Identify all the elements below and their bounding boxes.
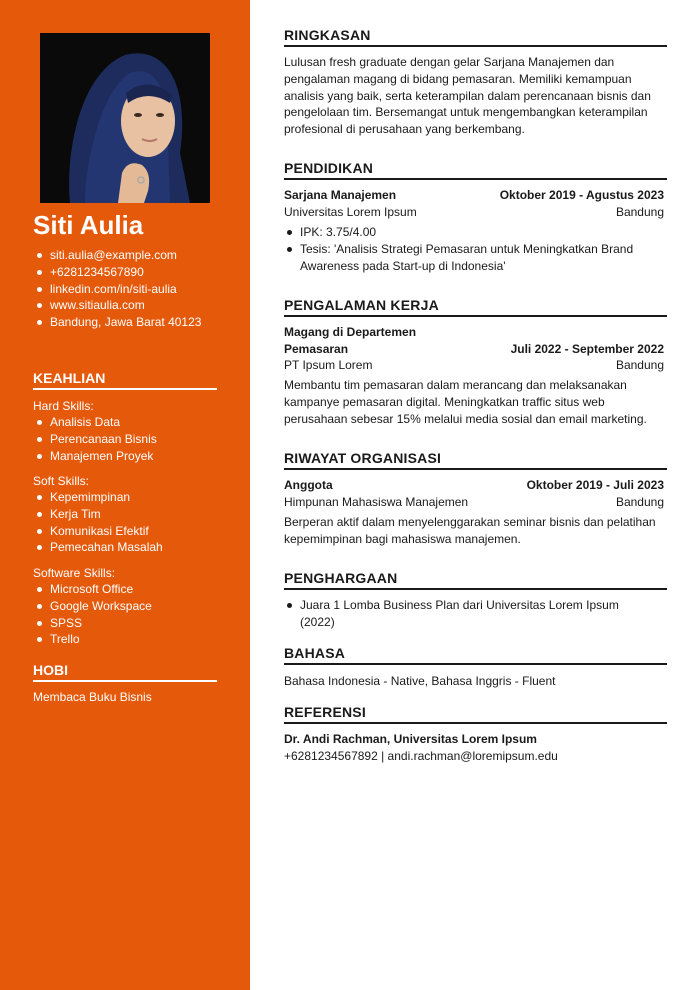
contact-website[interactable]: www.sitiaulia.com (33, 297, 223, 314)
list-item: Manajemen Proyek (33, 448, 223, 465)
list-item: Perencanaan Bisnis (33, 431, 223, 448)
summary-text: Lulusan fresh graduate dengan gelar Sarjana Manajemen dan pengalaman magang di bidang pemasaran. Memiliki kemampuan analisis yang baik, serta keterampilan dalam perencanaan bisnis dan pengelolaan tim. Bersemangat untuk mengembangkan keterampilan profesional di perusahaan yang berkembang. (284, 55, 651, 137)
education-points (284, 224, 659, 274)
software-skills-label: Software Skills: (33, 566, 116, 580)
organization-title-row (284, 477, 664, 494)
contact-address: Bandung, Jawa Barat 40123 (33, 314, 223, 331)
skills-heading: KEAHLIAN (33, 370, 217, 390)
list-item: Juara 1 Lomba Business Plan dari Universitas Lorem Ipsum (2022) (284, 597, 624, 631)
list-item: Google Workspace (33, 598, 223, 615)
education-school: Universitas Lorem Ipsum (284, 205, 417, 219)
experience-role-row-1 (284, 324, 664, 341)
education-period: Oktober 2019 - Agustus 2023 (499, 188, 664, 202)
list-item: Kepemimpinan (33, 489, 223, 506)
organization-period: Oktober 2019 - Juli 2023 (526, 478, 664, 492)
contact-email[interactable]: siti.aulia@example.com (33, 247, 223, 264)
list-item: Kerja Tim (33, 506, 223, 523)
education-school-row (284, 204, 664, 221)
list-item: SPSS (33, 615, 223, 632)
list-item: Analisis Data (33, 414, 223, 431)
hobby-text: Membaca Buku Bisnis (33, 690, 152, 704)
education-heading: PENDIDIKAN (284, 160, 667, 180)
experience-heading: PENGALAMAN KERJA (284, 297, 667, 317)
hard-skills-list (33, 414, 223, 464)
contact-phone[interactable]: +6281234567890 (33, 264, 223, 281)
organization-name-row (284, 494, 664, 511)
experience-role-line1: Magang di Departemen (284, 325, 417, 339)
education-city: Bandung (615, 205, 664, 219)
experience-role-line2: Pemasaran (284, 342, 349, 356)
soft-skills-list (33, 489, 223, 556)
list-item: Pemecahan Masalah (33, 539, 223, 556)
contact-list (33, 247, 223, 331)
experience-period: Juli 2022 - September 2022 (510, 342, 664, 356)
organization-role: Anggota (284, 478, 333, 492)
list-item: Microsoft Office (33, 581, 223, 598)
experience-description: Membantu tim pemasaran dalam merancang dan melaksanakan kampanye pemasaran digital. Meningkatkan traffic situs web perusahaan sebesar 15% melalui media sosial dan email marketing. (284, 378, 647, 426)
profile-photo (40, 33, 210, 203)
software-skills-list (33, 581, 223, 648)
education-degree: Sarjana Manajemen (284, 188, 397, 202)
sidebar (0, 0, 250, 990)
experience-city: Bandung (615, 358, 664, 372)
organization-description: Berperan aktif dalam menyelenggarakan seminar bisnis dan pelatihan kepemimpinan bagi mahasiswa manajemen. (284, 515, 656, 546)
education-title-row (284, 187, 664, 204)
reference-name: Dr. Andi Rachman, Universitas Lorem Ipsum (284, 732, 537, 746)
experience-company-row (284, 357, 664, 374)
reference-contact: +6281234567892 | andi.rachman@loremipsum.edu (284, 749, 558, 763)
languages-heading: BAHASA (284, 645, 667, 665)
organization-name: Himpunan Mahasiswa Manajemen (284, 495, 469, 509)
list-item: Tesis: 'Analisis Strategi Pemasaran untuk Meningkatkan Brand Awareness pada Start-up di Indonesia' (284, 241, 659, 275)
awards-heading: PENGHARGAAN (284, 570, 667, 590)
organization-city: Bandung (615, 495, 664, 509)
hobby-heading: HOBI (33, 662, 217, 682)
languages-text: Bahasa Indonesia - Native, Bahasa Inggris - Fluent (284, 674, 556, 688)
experience-company: PT Ipsum Lorem (284, 358, 373, 372)
list-item: Komunikasi Efektif (33, 523, 223, 540)
contact-linkedin[interactable]: linkedin.com/in/siti-aulia (33, 281, 223, 298)
list-item: IPK: 3.75/4.00 (284, 224, 659, 241)
experience-role-row-2 (284, 341, 664, 358)
hard-skills-label: Hard Skills: (33, 399, 94, 413)
awards-list (284, 597, 624, 631)
organization-heading: RIWAYAT ORGANISASI (284, 450, 667, 470)
list-item: Trello (33, 631, 223, 648)
soft-skills-label: Soft Skills: (33, 474, 90, 488)
references-heading: REFERENSI (284, 704, 667, 724)
summary-heading: RINGKASAN (284, 27, 667, 47)
profile-name: Siti Aulia (33, 210, 144, 240)
